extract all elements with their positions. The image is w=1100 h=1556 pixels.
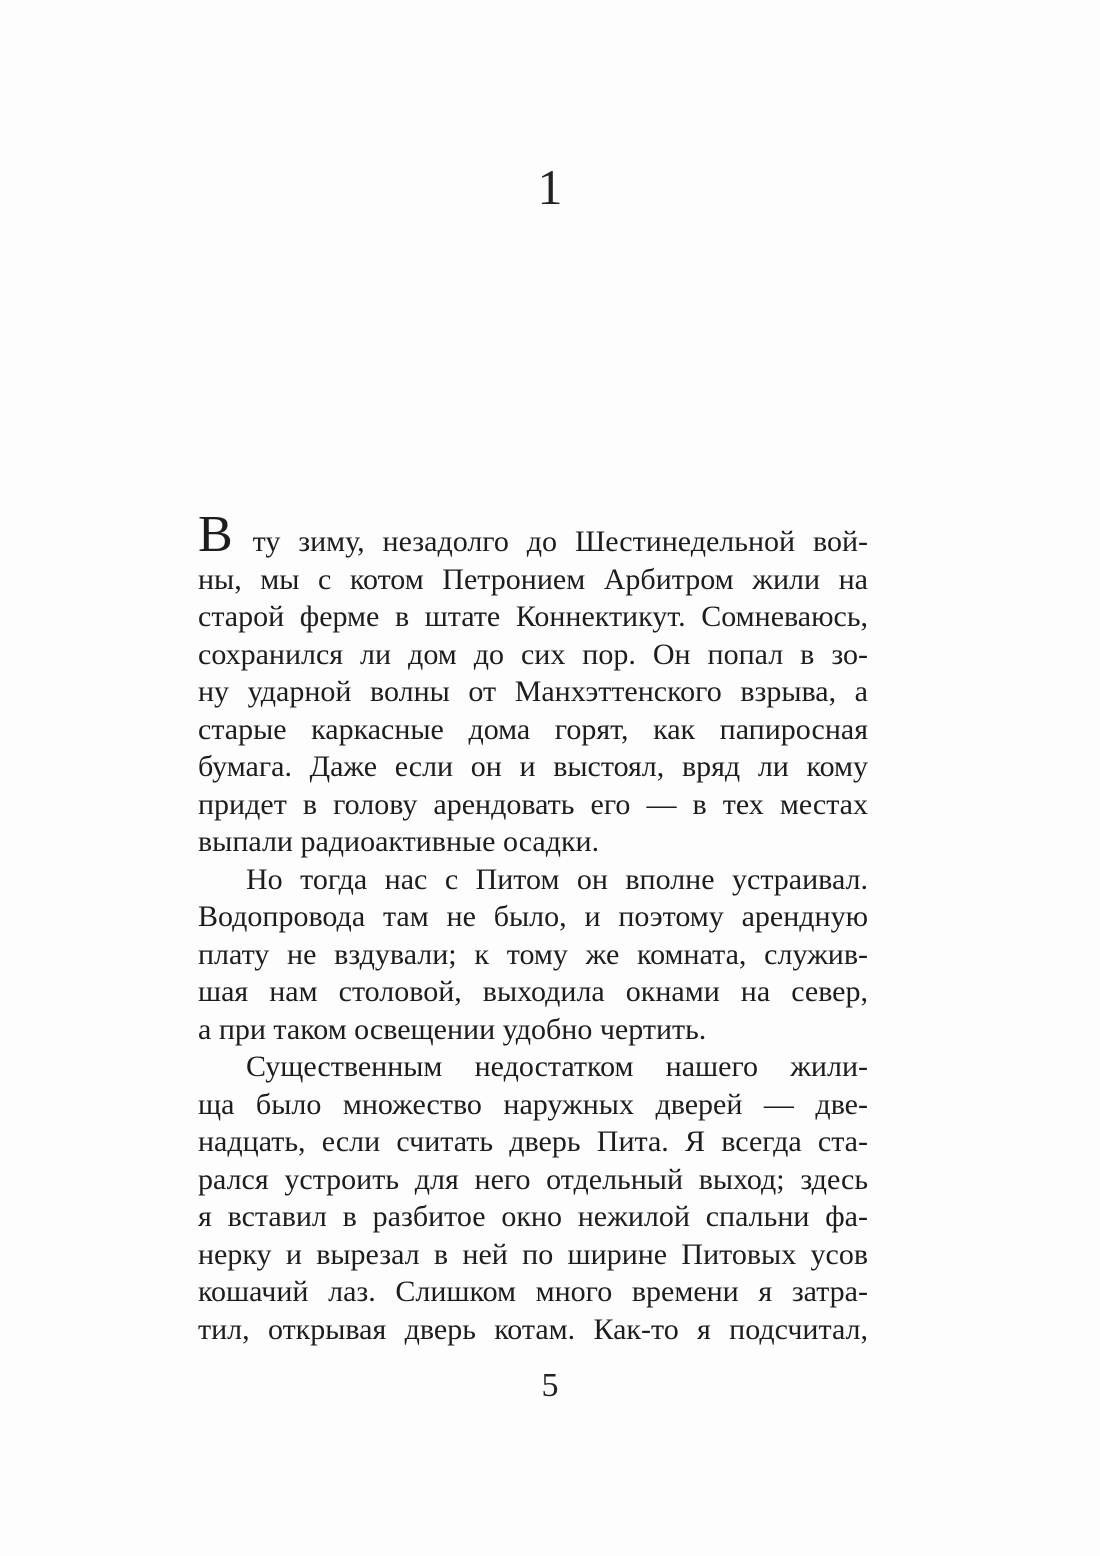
text-line: бумага. Даже если он и выстоял, вряд ли кому [198,750,868,783]
drop-cap-initial: В [198,506,235,563]
text-line: рался устроить для него отдельный выход; здесь [198,1162,868,1196]
text-line: сохранился ли дом до сих пор. Он попал в зо- [198,637,868,671]
text-line: выпали радиоактивные осадки. [198,825,600,858]
text-line: Существенным недостатком нашего жили- [246,1050,868,1083]
text-line: Водопровода там не было, и поэтому арендную [198,900,868,933]
page-number: 5 [541,1367,559,1404]
text-line: тил, открывая дверь котам. Как-то я подсчитал, [198,1312,868,1346]
text-line: надцать, если считать дверь Пита. Я всегда ста- [198,1125,868,1158]
text-line: плату не вздували; к тому же комната, служив- [198,937,868,971]
text-line: старой ферме в штате Коннектикут. Сомневаюсь, [198,600,868,633]
text-line: я вставил в разбитое окно нежилой спальни фа- [198,1200,868,1233]
text-line: нерку и вырезал в ней по ширине Питовых усов [198,1237,868,1271]
text-line: а при таком освещении удобно чертить. [198,1012,707,1046]
text-line: Но тогда нас с Питом он вполне устраивал. [246,862,868,896]
text-line: ны, мы с котом Петронием Арбитром жили на [198,562,868,596]
text-line: ну ударной волны от Манхэттенского взрыва, а [198,675,868,708]
text-line: придет в голову арендовать его — в тех местах [198,787,868,821]
body-text-block [198,506,868,1348]
text-line: ща было множество наружных дверей — две- [198,1087,868,1121]
text-line: кошачий лаз. Слишком много времени я затра- [198,1275,868,1308]
text-line: В ту зиму, незадолго до Шестинедельной вой- [198,506,868,563]
chapter-number: 1 [537,159,563,215]
text-line: старые каркасные дома горят, как папиросная [198,712,868,746]
text-line: шая нам столовой, выходила окнами на север, [198,975,868,1008]
